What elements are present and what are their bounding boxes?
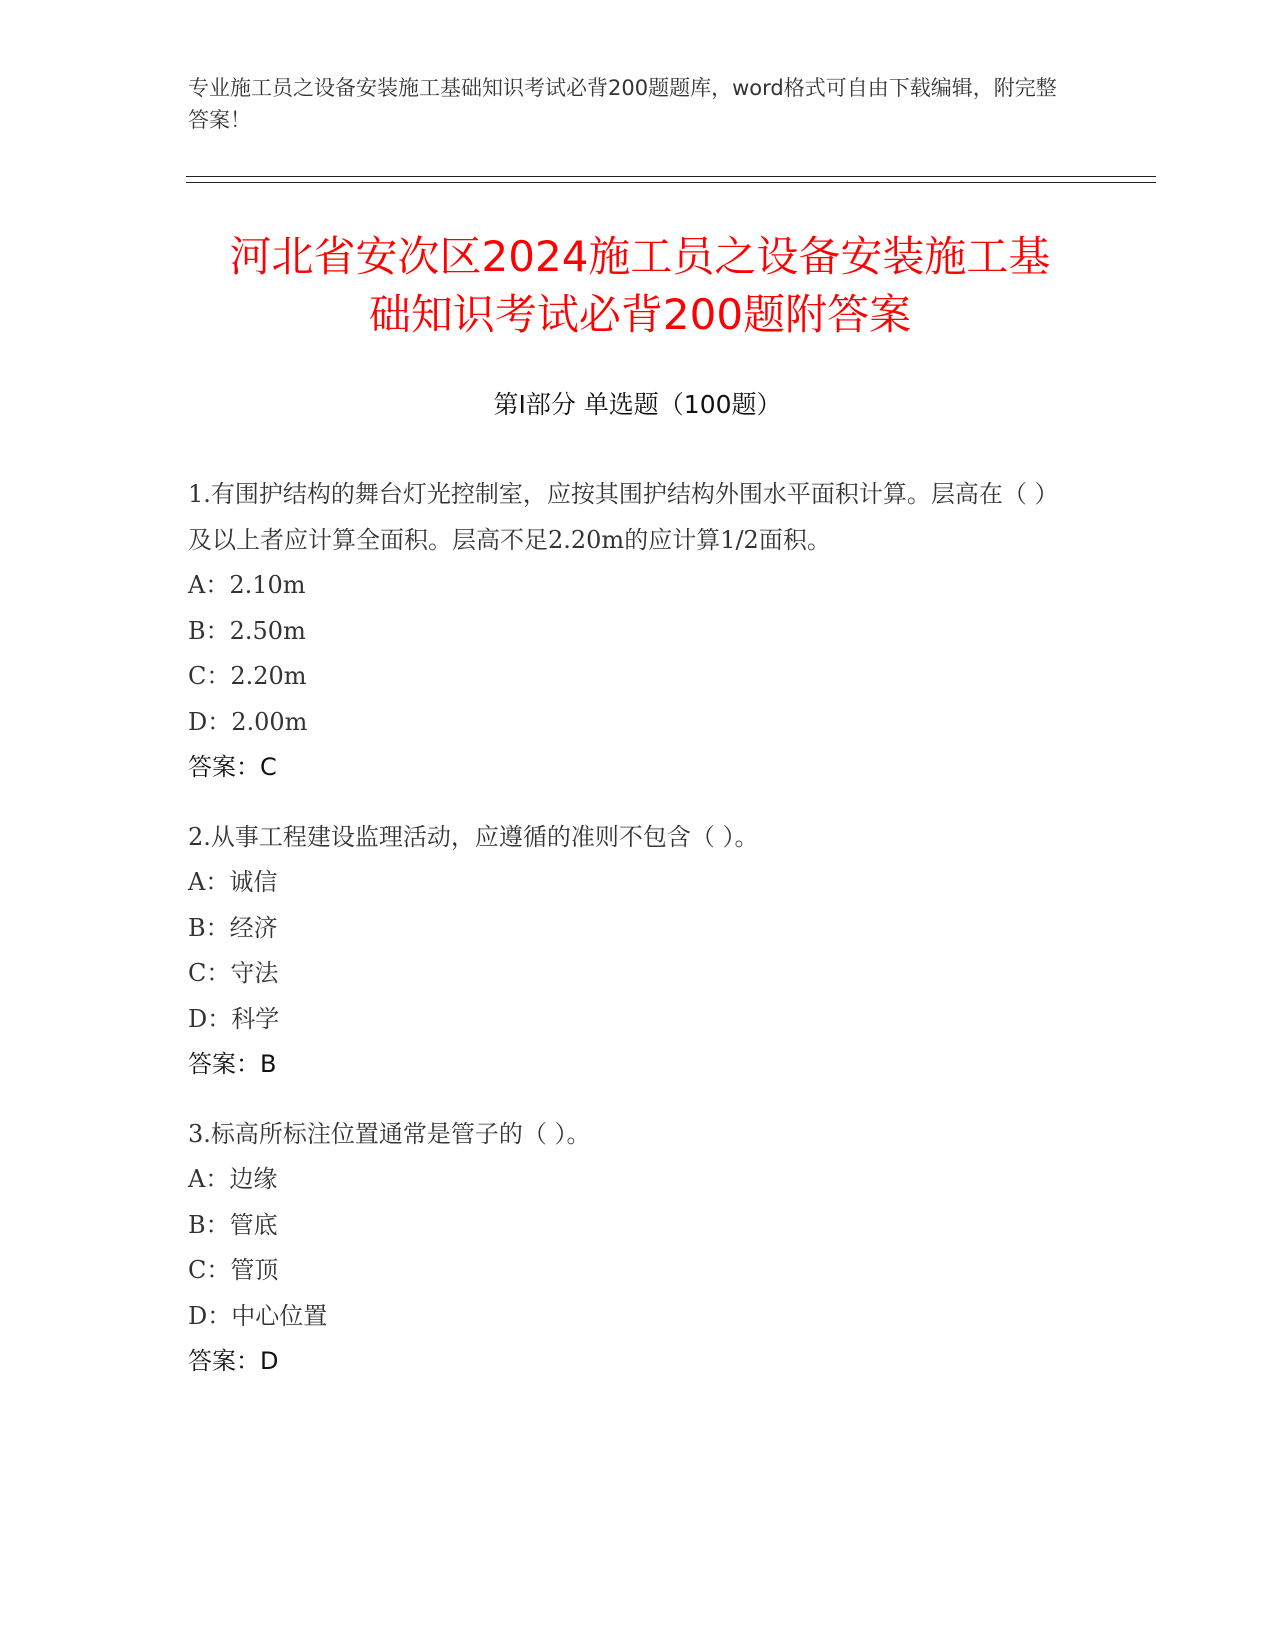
question-stem: 1.有围护结构的舞台灯光控制室，应按其围护结构外围水平面积计算。层高在（ ）及以上者应计算全面积。层高不足2.20m的应计算1/2面积。 xyxy=(188,480,1059,554)
option-b: B：2.50m xyxy=(188,616,306,645)
title-line-1: 河北省安次区2024施工员之设备安装施工基 xyxy=(229,232,1051,281)
question-2 xyxy=(188,815,1068,1088)
option-a: A：2.10m xyxy=(188,571,306,599)
option-c: C：守法 xyxy=(188,959,279,987)
header-divider-secondary xyxy=(186,182,1156,183)
section-heading: 第Ⅰ部分 单选题（100题） xyxy=(493,390,782,419)
option-a: A：诚信 xyxy=(188,868,278,896)
header-note: 专业施工员之设备安装施工基础知识考试必背200题题库，word格式可自由下载编辑，附完整答案！ xyxy=(188,76,1057,132)
document-title xyxy=(160,228,1120,344)
answer-line: 答案：D xyxy=(188,1347,279,1375)
option-b: B：管底 xyxy=(188,1210,278,1239)
question-1 xyxy=(188,472,1068,791)
option-b: B：经济 xyxy=(188,913,278,942)
question-list xyxy=(188,472,1068,1409)
answer-line: 答案：B xyxy=(188,1050,277,1078)
option-d: D：2.00m xyxy=(188,707,308,736)
option-d: D：中心位置 xyxy=(188,1301,328,1330)
header-divider xyxy=(186,176,1156,177)
title-line-2: 础知识考试必背200题附答案 xyxy=(368,290,912,339)
question-3 xyxy=(188,1112,1068,1385)
option-d: D：科学 xyxy=(188,1004,280,1033)
question-stem: 3.标高所标注位置通常是管子的（ ）。 xyxy=(188,1119,591,1148)
answer-line: 答案：C xyxy=(188,753,277,781)
option-c: C：2.20m xyxy=(188,662,307,690)
question-stem: 2.从事工程建设监理活动，应遵循的准则不包含（ ）。 xyxy=(188,822,759,851)
option-a: A：边缘 xyxy=(188,1165,278,1193)
option-c: C：管顶 xyxy=(188,1256,279,1284)
